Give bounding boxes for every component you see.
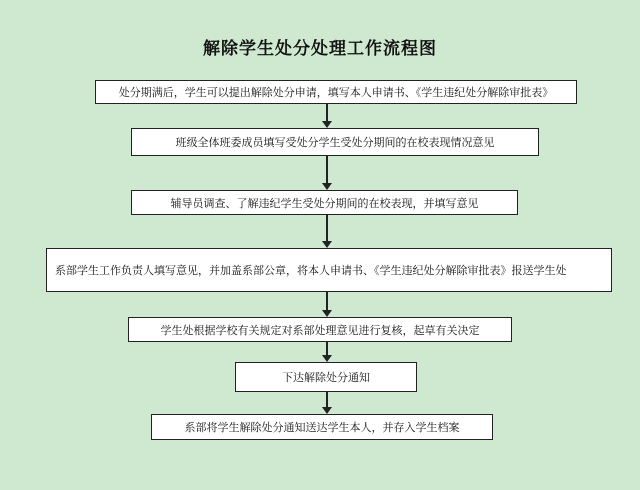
arrow-4 [322,292,332,317]
arrow-3 [322,215,332,248]
step-7-box [151,414,493,440]
arrow-1 [322,104,332,128]
step-7-text: 系部将学生解除处分通知送达学生本人，并存入学生档案 [184,421,460,434]
step-2-box [131,128,539,156]
step-6-text: 下达解除处分通知 [282,371,370,384]
step-3-text: 辅导员调查、了解违纪学生受处分期间的在校表现，并填写意见 [170,196,479,210]
arrow-6 [322,392,332,414]
step-2-text: 班级全体班委成员填写受处分学生受处分期间的在校表现情况意见 [175,136,495,149]
step-6-box [235,362,417,392]
step-1-box [95,80,577,104]
step-4-box [46,248,612,292]
arrow-5 [322,342,332,362]
flowchart-title: 解除学生处分处理工作流程图 [203,39,437,59]
step-5-text: 学生处根据学校有关规定对系部处理意见进行复核，起草有关决定 [160,323,480,337]
arrow-2 [322,156,332,190]
step-3-box [131,190,518,215]
step-1-text: 处分期满后，学生可以提出解除处分申请，填写本人申请书、《学生违纪处分解除审批表》 [118,86,554,99]
step-5-box [128,317,512,342]
step-4-text: 系部学生工作负责人填写意见，并加盖系部公章，将本人申请书、《学生违纪处分解除审批表》报送学生处 [55,264,567,277]
